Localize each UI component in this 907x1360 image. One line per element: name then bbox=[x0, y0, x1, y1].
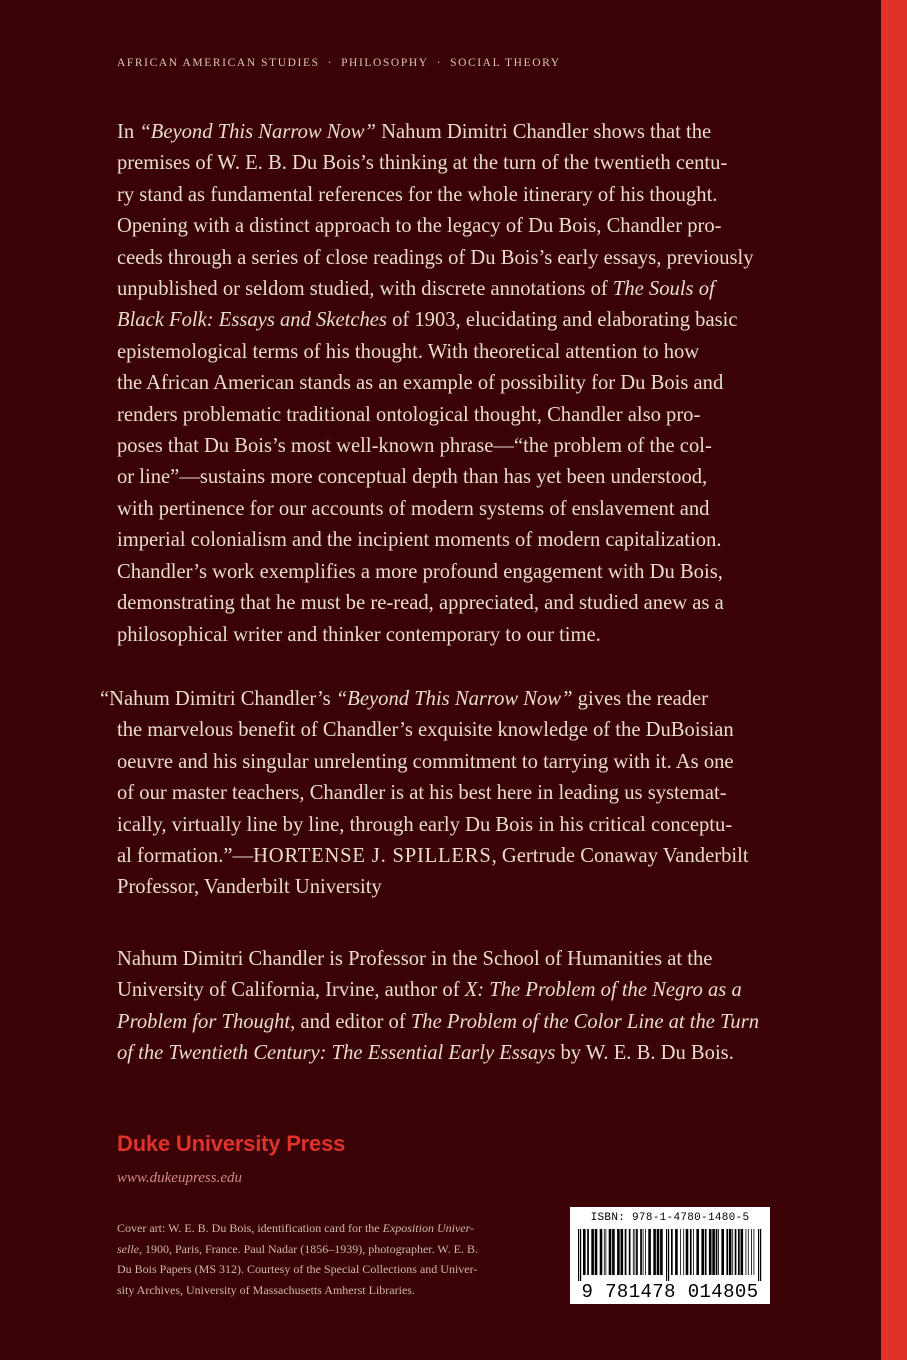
text-segment: Exposition Univer- bbox=[382, 1221, 475, 1235]
barcode-bar bbox=[735, 1229, 737, 1275]
text-line bbox=[117, 148, 772, 179]
barcode-bar bbox=[690, 1229, 692, 1275]
barcode-guard-bar bbox=[668, 1229, 669, 1281]
text-line bbox=[117, 1239, 557, 1260]
category-3: SOCIAL THEORY bbox=[450, 57, 561, 69]
text-line bbox=[100, 778, 780, 809]
barcode-bar bbox=[748, 1229, 749, 1275]
text-segment: , and editor of bbox=[290, 1010, 411, 1033]
text-line bbox=[100, 872, 780, 903]
barcode-bar bbox=[701, 1229, 704, 1275]
text-segment: gives the reader bbox=[572, 688, 709, 710]
barcode-bar bbox=[746, 1229, 747, 1275]
text-segment: premises of W. E. B. Du Bois’s thinking at the turn of the twentieth centu- bbox=[117, 152, 728, 175]
publisher-name: Duke University Press bbox=[117, 1131, 346, 1156]
barcode-guard-bar bbox=[666, 1229, 667, 1281]
text-line bbox=[117, 462, 772, 493]
barcode-bar bbox=[604, 1229, 605, 1275]
text-segment: renders problematic traditional ontological thought, Chandler also pro- bbox=[117, 403, 701, 426]
barcode-bar bbox=[633, 1229, 634, 1275]
text-line bbox=[117, 494, 772, 525]
text-line bbox=[100, 841, 780, 872]
barcode-guard-bar bbox=[760, 1229, 761, 1281]
text-line bbox=[117, 975, 777, 1006]
text-segment: ry stand as fundamental references for the whole itinerary of his thought. bbox=[117, 183, 718, 206]
barcode-bar bbox=[709, 1229, 712, 1275]
text-segment: Chandler’s work exemplifies a more profound engagement with Du Bois, bbox=[117, 560, 723, 583]
category-separator: · bbox=[436, 57, 443, 69]
text-segment: philosophical writer and thinker contemporary to our time. bbox=[117, 623, 601, 646]
text-segment: with pertinence for our accounts of modern systems of enslavement and bbox=[117, 497, 710, 520]
isbn-barcode bbox=[570, 1207, 770, 1304]
text-segment: oeuvre and his singular unrelenting commitment to tarrying with it. As one bbox=[117, 750, 734, 773]
barcode-bar bbox=[675, 1229, 678, 1275]
text-segment: X: The Problem of the Negro as a bbox=[464, 979, 742, 1002]
text-segment: Nahum Dimitri Chandler is Professor in the School of Humanities at the bbox=[117, 948, 713, 970]
text-segment: of our master teachers, Chandler is at his best here in leading us systemat- bbox=[117, 782, 727, 805]
barcode-bar bbox=[645, 1229, 646, 1275]
text-segment: The Souls of bbox=[612, 278, 715, 301]
text-segment: unpublished or seldom studied, with discrete annotations of bbox=[117, 278, 613, 301]
author-bio bbox=[117, 944, 777, 1070]
text-segment: Black Folk: Essays and Sketches bbox=[117, 309, 387, 332]
barcode-bar bbox=[591, 1229, 594, 1275]
barcode-bar bbox=[754, 1229, 755, 1275]
text-line bbox=[117, 274, 772, 305]
barcode-bar bbox=[696, 1229, 699, 1275]
text-segment: by W. E. B. Du Bois. bbox=[555, 1042, 734, 1065]
text-segment: poses that Du Bois’s most well-known phrase—“the problem of the col- bbox=[117, 435, 712, 458]
text-line bbox=[117, 620, 772, 651]
text-segment: imperial colonialism and the incipient moments of modern capitalization. bbox=[117, 529, 722, 552]
text-segment: “Beyond This Narrow Now” bbox=[139, 121, 376, 143]
barcode-bar bbox=[648, 1229, 651, 1275]
text-segment: HORTENSE J. SPILLERS bbox=[253, 845, 492, 868]
text-segment: The Problem of the Color Line at the Turn bbox=[410, 1010, 760, 1033]
text-segment: demonstrating that he must be re-read, appreciated, and studied anew as a bbox=[117, 592, 724, 615]
text-segment: “Beyond This Narrow Now” bbox=[335, 688, 573, 710]
barcode-bar bbox=[718, 1229, 719, 1275]
text-segment: , Gertrude Conaway Vanderbilt bbox=[491, 845, 749, 868]
barcode-bar bbox=[609, 1229, 612, 1275]
text-line bbox=[117, 211, 772, 242]
barcode-bar bbox=[721, 1229, 724, 1275]
text-line bbox=[117, 1259, 557, 1280]
text-segment: Cover art: W. E. B. Du Bois, identification card for the bbox=[117, 1221, 383, 1235]
text-segment: sity Archives, University of Massachusetts Amherst Libraries. bbox=[117, 1282, 415, 1297]
barcode-bar bbox=[612, 1229, 615, 1275]
barcode-bar bbox=[738, 1229, 740, 1275]
text-line bbox=[117, 431, 772, 462]
cover-art-credit bbox=[117, 1218, 557, 1300]
barcode-bar bbox=[595, 1229, 598, 1275]
text-line bbox=[117, 305, 772, 336]
text-line bbox=[117, 525, 772, 556]
barcode-guard-bar bbox=[758, 1229, 759, 1281]
barcode-bar bbox=[712, 1229, 715, 1275]
barcode-bar bbox=[729, 1229, 732, 1275]
text-line bbox=[117, 944, 777, 975]
barcode-bar bbox=[653, 1229, 656, 1275]
text-segment: University of California, Irvine, author of bbox=[117, 979, 465, 1002]
barcode-bar bbox=[636, 1229, 638, 1275]
text-line bbox=[100, 684, 780, 715]
text-line bbox=[117, 180, 772, 211]
category-2: PHILOSOPHY bbox=[341, 57, 429, 69]
barcode-bar bbox=[693, 1229, 694, 1275]
barcode-bar bbox=[741, 1229, 744, 1275]
text-segment: In bbox=[117, 121, 140, 143]
barcode-bar bbox=[751, 1229, 752, 1275]
barcode-bar bbox=[625, 1229, 627, 1275]
barcode-bar bbox=[660, 1229, 663, 1275]
barcode-bar bbox=[716, 1229, 718, 1275]
text-line bbox=[117, 1007, 777, 1038]
text-line bbox=[117, 368, 772, 399]
text-line bbox=[117, 557, 772, 588]
barcode-bar bbox=[683, 1229, 684, 1275]
barcode-bar bbox=[671, 1229, 673, 1275]
text-line bbox=[100, 747, 780, 778]
text-segment: Du Bois Papers (MS 312). Courtesy of the Special Collections and Univer- bbox=[117, 1262, 478, 1276]
category-separator: · bbox=[327, 57, 334, 69]
barcode-bar bbox=[657, 1229, 660, 1275]
barcode-bar bbox=[617, 1229, 620, 1275]
text-line bbox=[100, 715, 780, 746]
barcode-bar bbox=[686, 1229, 689, 1275]
text-segment: ically, virtually line by line, through early Du Bois in his critical conceptu- bbox=[117, 813, 733, 836]
text-segment: epistemological terms of his thought. With theoretical attention to how bbox=[117, 340, 700, 363]
text-segment: Opening with a distinct approach to the legacy of Du Bois, Chandler pro- bbox=[117, 215, 722, 238]
barcode-guard-bar bbox=[580, 1229, 581, 1281]
subject-categories bbox=[117, 57, 561, 69]
barcode-guard-bar bbox=[578, 1229, 579, 1281]
text-segment: of the Twentieth Century: The Essential Early Essays bbox=[117, 1042, 556, 1065]
text-segment: Nahum Dimitri Chandler shows that the bbox=[376, 121, 712, 143]
text-segment: ceeds through a series of close readings of Du Bois’s early essays, previously bbox=[117, 246, 754, 269]
text-segment: selle bbox=[117, 1241, 139, 1256]
text-line bbox=[117, 243, 772, 274]
barcode-bar bbox=[732, 1229, 733, 1275]
text-line bbox=[117, 337, 772, 368]
text-segment: of 1903, elucidating and elaborating basic bbox=[386, 309, 738, 332]
barcode-bar bbox=[643, 1229, 644, 1275]
barcode-bar bbox=[583, 1229, 586, 1275]
text-line bbox=[117, 1038, 777, 1069]
text-segment: al formation.”— bbox=[117, 845, 254, 868]
spine-color-stripe bbox=[881, 0, 907, 1360]
text-segment: the African American stands as an example of possibility for Du Bois and bbox=[117, 372, 724, 395]
text-segment: “Nahum Dimitri Chandler’s bbox=[100, 688, 336, 710]
barcode-bar bbox=[705, 1229, 707, 1275]
barcode-bar bbox=[606, 1229, 607, 1275]
barcode-bar bbox=[640, 1229, 642, 1275]
publisher-website: www.dukeupress.edu bbox=[117, 1170, 242, 1186]
text-line bbox=[117, 117, 772, 148]
text-line bbox=[117, 1218, 557, 1239]
endorsement-blurb bbox=[100, 684, 780, 904]
barcode-bar bbox=[621, 1229, 624, 1275]
book-description bbox=[117, 117, 772, 651]
barcode-bar bbox=[726, 1229, 728, 1275]
barcode-bars bbox=[578, 1229, 762, 1281]
text-line bbox=[117, 400, 772, 431]
isbn-label: ISBN: 978-1-4780-1480-5 bbox=[590, 1212, 750, 1224]
text-segment: or line”—sustains more conceptual depth than has yet been understood, bbox=[117, 466, 708, 489]
barcode-bar bbox=[587, 1229, 589, 1275]
text-segment: the marvelous benefit of Chandler’s exquisite knowledge of the DuBoisian bbox=[117, 719, 734, 742]
barcode-bar bbox=[680, 1229, 681, 1275]
barcode-bar bbox=[600, 1229, 603, 1275]
barcode-bar bbox=[629, 1229, 631, 1275]
text-line bbox=[117, 1280, 557, 1301]
text-line bbox=[100, 810, 780, 841]
text-segment: Problem for Thought bbox=[117, 1010, 291, 1033]
category-1: AFRICAN AMERICAN STUDIES bbox=[117, 57, 320, 69]
barcode-digits: 9 781478 014805 bbox=[581, 1281, 759, 1303]
text-line bbox=[117, 588, 772, 619]
text-segment: Professor, Vanderbilt University bbox=[117, 876, 382, 899]
text-segment: , 1900, Paris, France. Paul Nadar (1856–1939), photographer. W. E. B. bbox=[139, 1241, 478, 1256]
barcode-bar bbox=[635, 1229, 636, 1275]
